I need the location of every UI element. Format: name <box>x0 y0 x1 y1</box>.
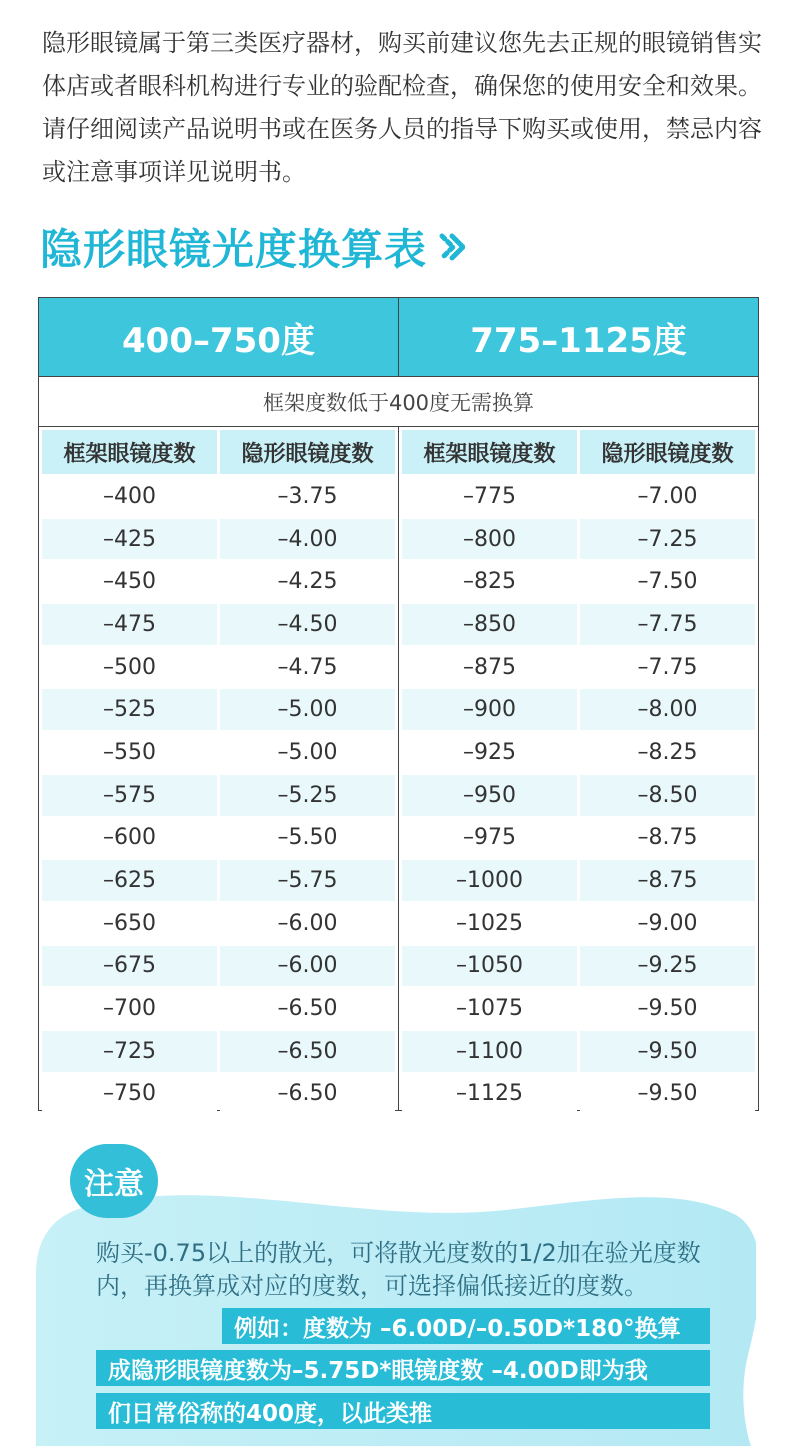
contact-power-cell: –8.50 <box>580 775 755 816</box>
table-row <box>402 946 755 987</box>
table-row <box>402 775 755 816</box>
example-line-1: 例如：度数为 –6.00D/–0.50D*180°换算 <box>222 1308 710 1344</box>
contact-power-cell: –9.50 <box>580 1031 755 1072</box>
table-row <box>42 1074 395 1115</box>
contact-power-cell: –5.50 <box>220 818 395 859</box>
frame-power-cell: –975 <box>402 818 577 859</box>
table-row <box>42 519 395 560</box>
frame-power-cell: –725 <box>42 1031 217 1072</box>
table-row <box>402 860 755 901</box>
contact-power-cell: –7.75 <box>580 604 755 645</box>
frame-power-cell: –750 <box>42 1074 217 1115</box>
contact-power-cell: –3.75 <box>220 476 395 517</box>
table-row <box>402 903 755 944</box>
frame-power-cell: –1075 <box>402 988 577 1029</box>
frame-power-cell: –1025 <box>402 903 577 944</box>
contact-power-cell: –6.50 <box>220 1074 395 1115</box>
frame-power-cell: –775 <box>402 476 577 517</box>
table-row <box>42 860 395 901</box>
table-row <box>42 946 395 987</box>
table-row <box>42 775 395 816</box>
contact-power-cell: –8.75 <box>580 860 755 901</box>
contact-power-cell: –9.00 <box>580 903 755 944</box>
intro-paragraph: 隐形眼镜属于第三类医疗器材，购买前建议您先去正规的眼镜销售实体店或者眼科机构进行专业的验配检查，确保您的使用安全和效果。请仔细阅读产品说明书或在医务人员的指导下购买或使用，禁忌内容或注意事项详见说明书。 <box>42 29 762 186</box>
table-row <box>42 647 395 688</box>
table-title: 隐形眼镜光度换算表 <box>40 225 428 274</box>
contact-power-cell: –4.75 <box>220 647 395 688</box>
contact-power-cell: –4.25 <box>220 561 395 602</box>
frame-power-cell: –875 <box>402 647 577 688</box>
table-row <box>402 519 755 560</box>
frame-power-cell: –600 <box>42 818 217 859</box>
frame-power-cell: –400 <box>42 476 217 517</box>
table-row <box>42 1031 395 1072</box>
range-header-right: 775–1125度 <box>398 298 758 376</box>
table-note: 框架度数低于400度无需换算 <box>39 377 758 427</box>
col-header-frame: 框架眼镜度数 <box>402 430 577 474</box>
table-row <box>402 988 755 1029</box>
frame-power-cell: –925 <box>402 732 577 773</box>
table-row <box>402 1074 755 1115</box>
range-header-left: 400–750度 <box>39 298 398 376</box>
section-heading <box>40 214 465 280</box>
col-header-contact: 隐形眼镜度数 <box>220 430 395 474</box>
frame-power-cell: –625 <box>42 860 217 901</box>
contact-power-cell: –6.00 <box>220 903 395 944</box>
contact-power-cell: –5.00 <box>220 689 395 730</box>
col-header-frame: 框架眼镜度数 <box>42 430 217 474</box>
example-line-3: 们日常俗称的400度，以此类推 <box>96 1393 710 1429</box>
table-row <box>42 689 395 730</box>
example-line-2: 成隐形眼镜度数为–5.75D*眼镜度数 –4.00D即为我 <box>96 1350 710 1386</box>
table-row <box>402 647 755 688</box>
contact-power-cell: –5.00 <box>220 732 395 773</box>
table-half-right <box>398 427 758 1111</box>
table-row <box>402 818 755 859</box>
frame-power-cell: –800 <box>402 519 577 560</box>
contact-power-cell: –9.50 <box>580 988 755 1029</box>
frame-power-cell: –825 <box>402 561 577 602</box>
table-row <box>42 903 395 944</box>
contact-power-cell: –8.75 <box>580 818 755 859</box>
frame-power-cell: –525 <box>42 689 217 730</box>
contact-power-cell: –7.50 <box>580 561 755 602</box>
notice-text: 购买-0.75以上的散光，可将散光度数的1/2加在验光度数内，再换算成对应的度数，可选择偏低接近的度数。 <box>96 1239 701 1300</box>
table-row <box>402 1031 755 1072</box>
table-row <box>42 818 395 859</box>
frame-power-cell: –425 <box>42 519 217 560</box>
contact-power-cell: –6.00 <box>220 946 395 987</box>
contact-power-cell: –4.00 <box>220 519 395 560</box>
frame-power-cell: –500 <box>42 647 217 688</box>
contact-power-cell: –7.25 <box>580 519 755 560</box>
contact-power-cell: –8.00 <box>580 689 755 730</box>
contact-power-cell: –7.00 <box>580 476 755 517</box>
contact-power-cell: –6.50 <box>220 1031 395 1072</box>
table-row <box>42 604 395 645</box>
frame-power-cell: –450 <box>42 561 217 602</box>
frame-power-cell: –550 <box>42 732 217 773</box>
frame-power-cell: –700 <box>42 988 217 1029</box>
range-header-row <box>39 298 758 377</box>
contact-power-cell: –7.75 <box>580 647 755 688</box>
frame-power-cell: –650 <box>42 903 217 944</box>
col-header-contact: 隐形眼镜度数 <box>580 430 755 474</box>
table-half-left <box>39 427 398 1111</box>
contact-power-cell: –4.50 <box>220 604 395 645</box>
table-row <box>402 561 755 602</box>
table-row <box>402 732 755 773</box>
frame-power-cell: –900 <box>402 689 577 730</box>
frame-power-cell: –575 <box>42 775 217 816</box>
table-row <box>42 476 395 517</box>
table-row <box>402 689 755 730</box>
contact-power-cell: –9.50 <box>580 1074 755 1115</box>
frame-power-cell: –1050 <box>402 946 577 987</box>
conversion-table <box>38 297 759 1111</box>
frame-power-cell: –1100 <box>402 1031 577 1072</box>
table-row <box>42 988 395 1029</box>
contact-power-cell: –9.25 <box>580 946 755 987</box>
contact-power-cell: –5.75 <box>220 860 395 901</box>
table-row <box>402 604 755 645</box>
frame-power-cell: –950 <box>402 775 577 816</box>
frame-power-cell: –1000 <box>402 860 577 901</box>
table-row <box>402 476 755 517</box>
grid-right <box>399 428 758 1116</box>
frame-power-cell: –850 <box>402 604 577 645</box>
frame-power-cell: –1125 <box>402 1074 577 1115</box>
frame-power-cell: –675 <box>42 946 217 987</box>
table-row <box>42 561 395 602</box>
contact-power-cell: –8.25 <box>580 732 755 773</box>
notice-badge: 注意 <box>70 1144 158 1218</box>
table-row <box>42 732 395 773</box>
contact-power-cell: –5.25 <box>220 775 395 816</box>
grid-left <box>39 428 398 1116</box>
frame-power-cell: –475 <box>42 604 217 645</box>
contact-power-cell: –6.50 <box>220 988 395 1029</box>
chevron-right-icon <box>439 232 465 262</box>
